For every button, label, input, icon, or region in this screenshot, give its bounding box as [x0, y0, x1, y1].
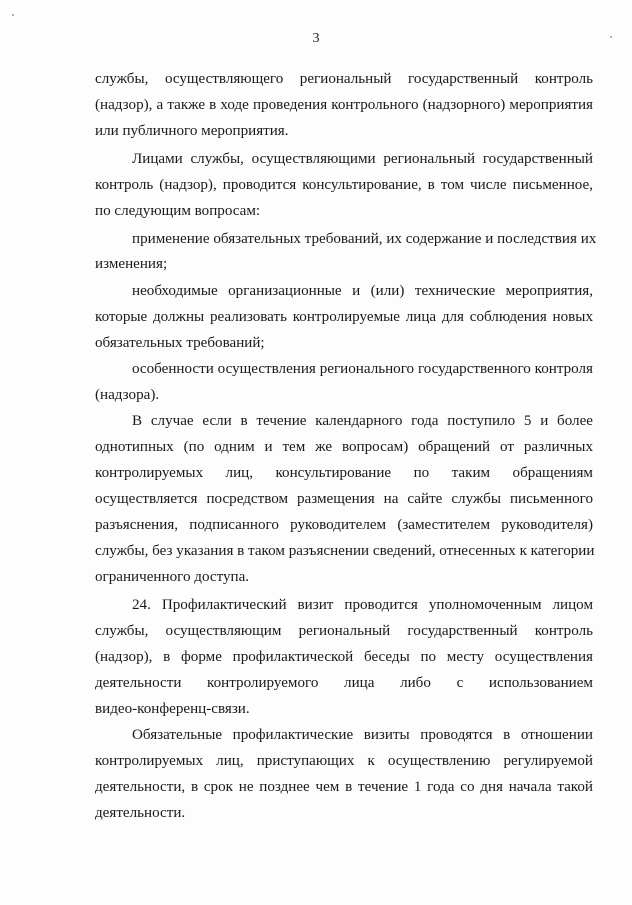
text-line: однотипных (по одним и тем же вопросам) обращений от различных [95, 439, 593, 455]
text-line: контролируемых лиц, приступающих к осуществлению регулируемой [95, 753, 593, 769]
text-line: деятельности. [95, 805, 186, 821]
text-line: особенности осуществления регионального государственного контроля [132, 361, 593, 377]
text-line: (надзор), в форме профилактической беседы по месту осуществления [95, 649, 593, 665]
text-line: службы, осуществляющего региональный государственный контроль [95, 71, 593, 87]
text-line: которые должны реализовать контролируемые лица для соблюдения новых [95, 309, 593, 325]
text-line: по следующим вопросам: [95, 203, 261, 219]
page-number: 3 [312, 31, 320, 46]
text-line: контролируемых лиц, консультирование по таким обращениям [95, 465, 593, 481]
text-line: ограниченного доступа. [95, 569, 250, 585]
text-line: службы, осуществляющим региональный государственный контроль [95, 623, 593, 639]
scan-speck [12, 14, 14, 16]
text-line: контроль (надзор), проводится консультирование, в том числе письменное, [95, 177, 593, 193]
text-line: (надзора). [95, 387, 160, 403]
scan-speck [610, 36, 612, 38]
text-line: разъяснения, подписанного руководителем (заместителем руководителя) [95, 517, 593, 533]
text-line: 24. Профилактический визит проводится уполномоченным лицом [132, 597, 593, 613]
text-line: службы, без указания в таком разъяснении сведений, отнесенных к категории [95, 543, 595, 559]
text-line: деятельности контролируемого лица либо с использованием [95, 675, 593, 691]
text-line: или публичного мероприятия. [95, 123, 289, 139]
text-line: деятельности, в срок не позднее чем в течение 1 года со дня начала такой [95, 779, 593, 795]
text-line: Лицами службы, осуществляющими региональный государственный [132, 151, 593, 167]
text-line: осуществляется посредством размещения на сайте службы письменного [95, 491, 593, 507]
text-line: изменения; [95, 256, 168, 272]
text-line: В случае если в течение календарного года поступило 5 и более [132, 413, 593, 429]
text-line: необходимые организационные и (или) технические мероприятия, [132, 283, 593, 299]
text-line: применение обязательных требований, их содержание и последствия их [132, 231, 597, 247]
text-line: (надзор), а также в ходе проведения контрольного (надзорного) мероприятия [95, 97, 593, 113]
text-line: видео-конференц-связи. [95, 701, 250, 717]
text-line: обязательных требований; [95, 335, 265, 351]
text-line: Обязательные профилактические визиты проводятся в отношении [132, 727, 593, 743]
